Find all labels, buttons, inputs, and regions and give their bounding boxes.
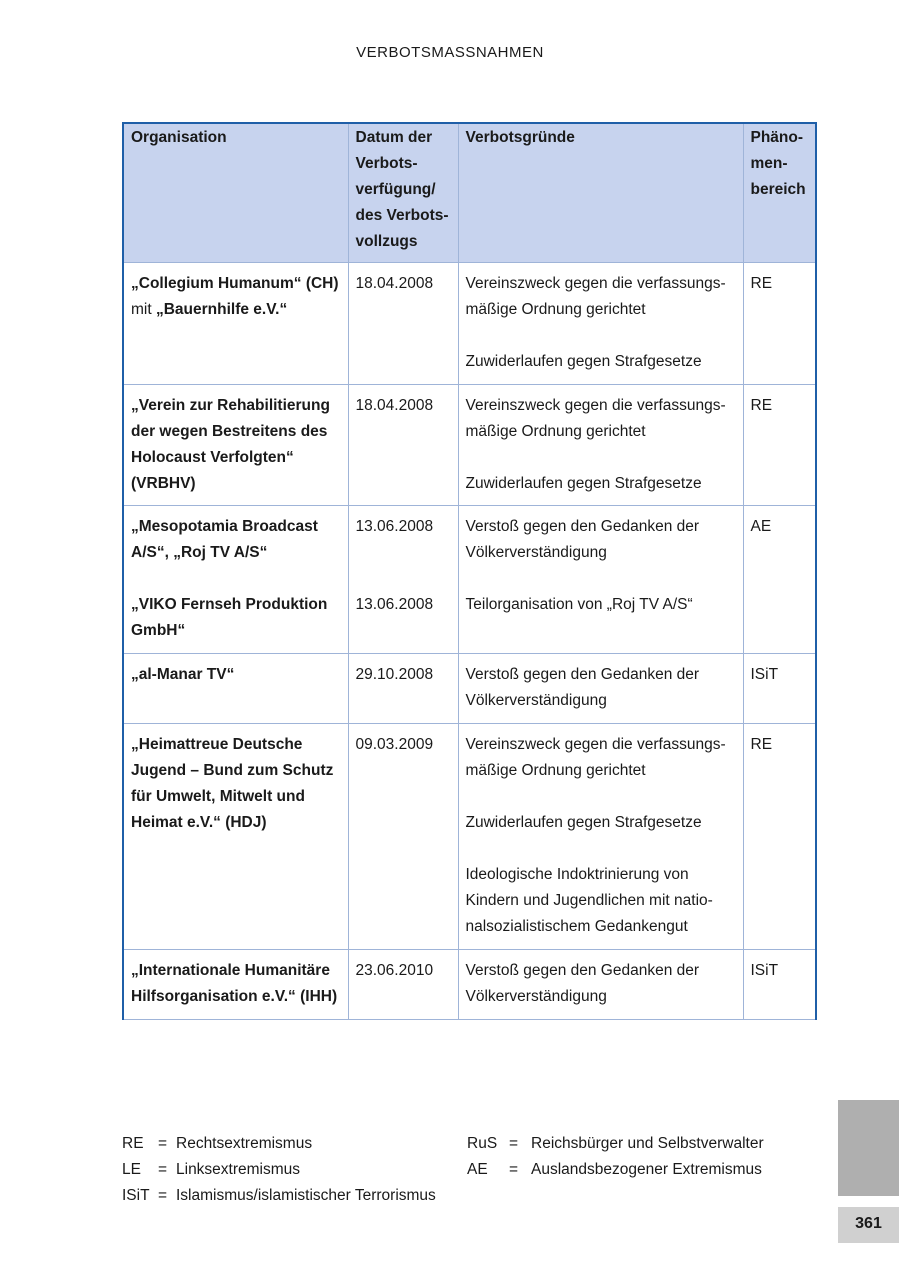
legend-item: [467, 1157, 764, 1183]
reason: Zuwiderlaufen gegen Strafgesetze: [465, 353, 702, 370]
page-number: 361: [838, 1207, 899, 1243]
legend-text: Auslandsbezogener Extremismus: [531, 1161, 762, 1178]
org-name: „Collegium Humanum“ (CH): [131, 275, 339, 292]
legend-text: Islamismus/islamistischer Terrorismus: [176, 1187, 436, 1204]
table-row: [123, 724, 816, 950]
legend-eq: =: [509, 1135, 519, 1152]
legend-eq: =: [158, 1161, 168, 1178]
date-cell: 09.03.2009: [348, 724, 458, 950]
area-cell: AE: [743, 506, 816, 654]
table-header-row: [123, 123, 816, 263]
running-head: VERBOTSMASSNAHMEN: [356, 44, 544, 61]
legend-text: Reichsbürger und Selbstverwalter: [531, 1135, 764, 1152]
legend-abbr: RuS: [467, 1135, 498, 1152]
reason: Teilorganisation von „Roj TV A/S“: [465, 596, 693, 613]
reason: Zuwiderlaufen gegen Strafgesetze: [465, 814, 702, 831]
org-name: „VIKO Fernseh Produktion GmbH“: [131, 596, 328, 639]
legend-abbr: AE: [467, 1161, 488, 1178]
org-cell: „Verein zur Rehabilitierung der wegen Bestreitens des Holocaust Verfolgten“ (VRBHV): [123, 385, 348, 506]
reason: Verstoß gegen den Gedanken der Völkerverständigung: [465, 666, 700, 709]
date-cell: 18.04.2008: [348, 263, 458, 385]
org-cell: „Heimattreue Deutsche Jugend – Bund zum Schutz für Umwelt, Mitwelt und Heimat e.V.“ (HDJ): [123, 724, 348, 950]
header-area: Phänomenbereich: [743, 123, 816, 263]
reason: Vereinszweck gegen die verfassungsmäßige Ordnung gerichtet: [465, 397, 726, 440]
legend-left: [122, 1131, 436, 1209]
table-row: [123, 950, 816, 1020]
reason: Zuwiderlaufen gegen Strafgesetze: [465, 475, 702, 492]
area-cell: ISiT: [743, 654, 816, 724]
table-row: [123, 263, 816, 385]
reason: Verstoß gegen den Gedanken der Völkerverständigung: [465, 518, 700, 561]
area-cell: RE: [743, 263, 816, 385]
area-cell: ISiT: [743, 950, 816, 1020]
legend-item: [122, 1157, 436, 1183]
reasons-cell: [458, 654, 743, 724]
header-date: Datum der Verbotsverfügung/ des Verbotsvollzugs: [348, 123, 458, 263]
legend-eq: =: [158, 1135, 168, 1152]
legend-text: Linksextremismus: [176, 1161, 301, 1178]
reason: Vereinszweck gegen die verfassungsmäßige Ordnung gerichtet: [465, 275, 726, 318]
org-cell: „Internationale Humanitäre Hilfsorganisation e.V.“ (IHH): [123, 950, 348, 1020]
reason: Vereinszweck gegen die verfassungsmäßige Ordnung gerichtet: [465, 736, 726, 779]
area-cell: RE: [743, 385, 816, 506]
bans-table: [122, 122, 817, 1020]
date-cell: 18.04.2008: [348, 385, 458, 506]
legend-abbr: RE: [122, 1135, 144, 1152]
org-cell: „al-Manar TV“: [123, 654, 348, 724]
org-connector: mit: [131, 301, 156, 318]
legend-abbr: ISiT: [122, 1187, 150, 1204]
legend-item: [122, 1131, 436, 1157]
header-reasons: Verbotsgründe: [458, 123, 743, 263]
reason: Verstoß gegen den Gedanken der Völkerverständigung: [465, 962, 700, 1005]
legend-text: Rechtsextremismus: [176, 1135, 313, 1152]
reasons-cell: [458, 724, 743, 950]
legend-right: [467, 1131, 764, 1183]
org-name: „Mesopotamia Broadcast A/S“, „Roj TV A/S“: [131, 518, 318, 561]
legend-eq: =: [509, 1161, 519, 1178]
date-cell: 23.06.2010: [348, 950, 458, 1020]
area-cell: RE: [743, 724, 816, 950]
reasons-cell: [458, 263, 743, 385]
table-row: [123, 385, 816, 506]
date-cell: [348, 506, 458, 654]
table-row: [123, 506, 816, 654]
date: 13.06.2008: [355, 518, 434, 535]
table-row: [123, 654, 816, 724]
legend-eq: =: [158, 1187, 168, 1204]
reasons-cell: [458, 506, 743, 654]
reasons-cell: [458, 950, 743, 1020]
legend-item: [122, 1183, 436, 1209]
org-cell: [123, 263, 348, 385]
date: 13.06.2008: [355, 596, 434, 613]
legend-abbr: LE: [122, 1161, 141, 1178]
legend-item: [467, 1131, 764, 1157]
reason: Ideologische Indoktrinierung von Kindern und Jugendlichen mit nationalsozialistischem Gedankengut: [465, 866, 713, 935]
org-name: „Bauernhilfe e.V.“: [155, 301, 288, 318]
reasons-cell: [458, 385, 743, 506]
header-organisation: Organisation: [123, 123, 348, 263]
org-cell: [123, 506, 348, 654]
chapter-tab-marker: [838, 1100, 899, 1196]
date-cell: 29.10.2008: [348, 654, 458, 724]
